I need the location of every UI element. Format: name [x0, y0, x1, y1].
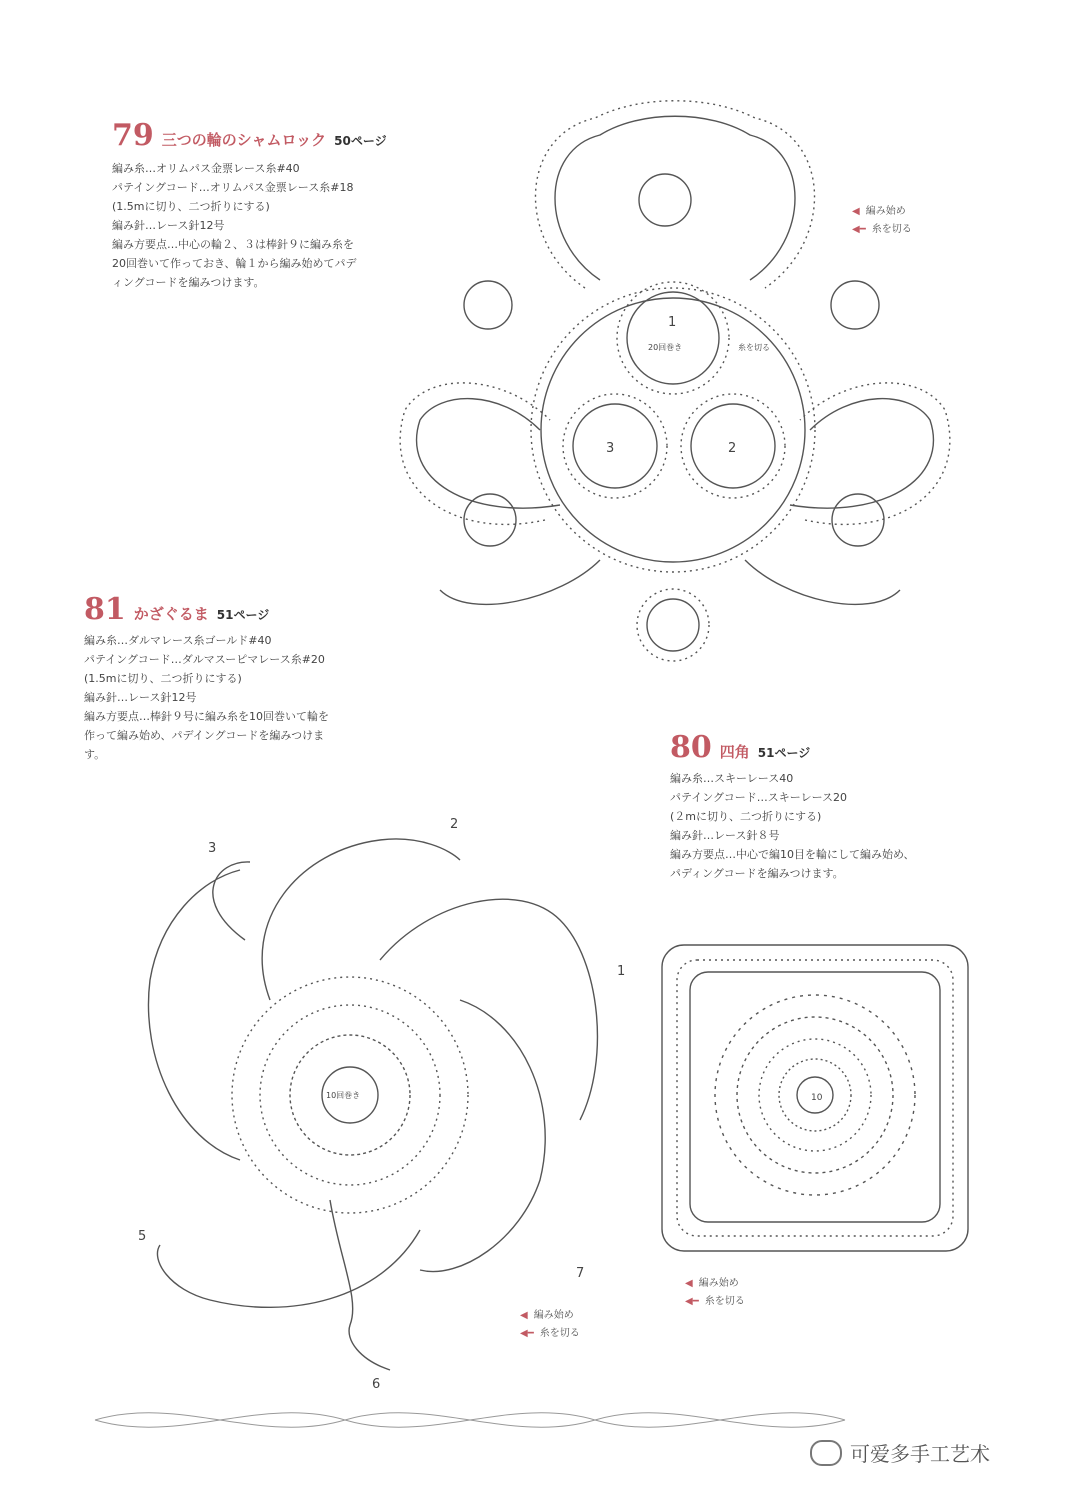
instruction-line: 編み針…レース針８号 [670, 829, 780, 842]
pattern-title: 四角 [719, 743, 750, 761]
instruction-line: パテイングコード…ダルマスーピマレース糸#20 [84, 653, 325, 666]
blade-label-2: 2 [450, 817, 459, 832]
instruction-line: (1.5mに切り、二つ折りにする) [84, 672, 242, 685]
page-ref: 51ページ [757, 746, 811, 760]
instruction-line: 編み糸…オリムパス金票レース糸#40 [112, 162, 300, 175]
cut-arrow-icon: ◀━ [685, 1296, 699, 1307]
instruction-line: 編み糸…スキーレース40 [670, 772, 794, 785]
ring-label-3: 3 [606, 441, 615, 456]
page-ref: 51ページ [216, 608, 270, 622]
blade-label-7: 7 [576, 1266, 585, 1281]
legend-cut: 糸を切る [704, 1296, 745, 1307]
pattern-number: 79 [112, 118, 154, 153]
instruction-line: (２mに切り、二つ折りにする) [670, 810, 822, 823]
legend-81 [520, 1307, 580, 1343]
flourish-line [95, 1413, 845, 1427]
watermark [810, 1438, 990, 1467]
instruction-line: 作って編み始め、パデイングコードを編みつけま [84, 729, 325, 742]
instruction-line: す。 [84, 748, 106, 761]
start-arrow-icon: ◀ [520, 1310, 528, 1321]
page-ref: 50ページ [334, 134, 387, 148]
legend-80 [685, 1275, 745, 1311]
legend-cut: 糸を切る [871, 224, 912, 235]
legend-79 [852, 203, 912, 239]
instruction-line: 編み方要点…中心の輪２、３は棒針９に編み糸を [112, 238, 354, 251]
instruction-line: パディングコードを編みつけます。 [670, 867, 844, 880]
pattern-number: 81 [84, 592, 126, 627]
instruction-line: 編み方要点…中心で編10目を輪にして編み始め、 [670, 848, 915, 861]
pattern-title: 三つの輪のシャムロック [161, 131, 327, 149]
pattern-number: 80 [670, 730, 712, 765]
start-arrow-icon: ◀ [685, 1278, 693, 1289]
square-center-label: 10 [811, 1093, 823, 1103]
instruction-line: ィングコードを編みつけます。 [112, 276, 265, 289]
blade-label-6: 6 [372, 1377, 381, 1392]
instruction-line: パテイングコード…スキーレース20 [670, 791, 848, 804]
ring-label-2: 2 [728, 441, 737, 456]
pinwheel-center-label: 10回巻き [326, 1091, 361, 1100]
cut-note: 糸を切る [738, 343, 770, 352]
ring-label-1: 1 [668, 315, 677, 330]
instruction-line: 20回巻いて作っておき、輪１から編み始めてパデ [112, 257, 357, 270]
legend-start: 編み始め [865, 206, 906, 217]
pattern-title: かざぐるま [133, 605, 209, 623]
instruction-line: (1.5mに切り、二つ折りにする) [112, 200, 270, 213]
instruction-line: パテイングコード…オリムパス金票レース糸#18 [112, 181, 354, 194]
cut-arrow-icon: ◀━ [520, 1328, 534, 1339]
wechat-icon [810, 1440, 842, 1466]
instruction-line: 編み針…レース針12号 [84, 691, 197, 704]
legend-start: 編み始め [698, 1278, 739, 1289]
instruction-line: 編み針…レース針12号 [112, 219, 225, 232]
legend-start: 編み始め [533, 1310, 574, 1321]
instruction-line: 編み方要点…棒針９号に編み糸を10回巻いて輪を [84, 710, 329, 723]
blade-label-1: 1 [617, 964, 626, 979]
cut-arrow-icon: ◀━ [852, 224, 866, 235]
start-arrow-icon: ◀ [852, 206, 860, 217]
ring-center-label: 20回巻き [648, 343, 683, 352]
blade-label-5: 5 [138, 1229, 147, 1244]
blade-label-3: 3 [208, 841, 217, 856]
legend-cut: 糸を切る [539, 1328, 580, 1339]
watermark-text: 可爱多手工艺术 [850, 1442, 990, 1466]
instruction-line: 編み糸…ダルマレース糸ゴールド#40 [84, 634, 272, 647]
